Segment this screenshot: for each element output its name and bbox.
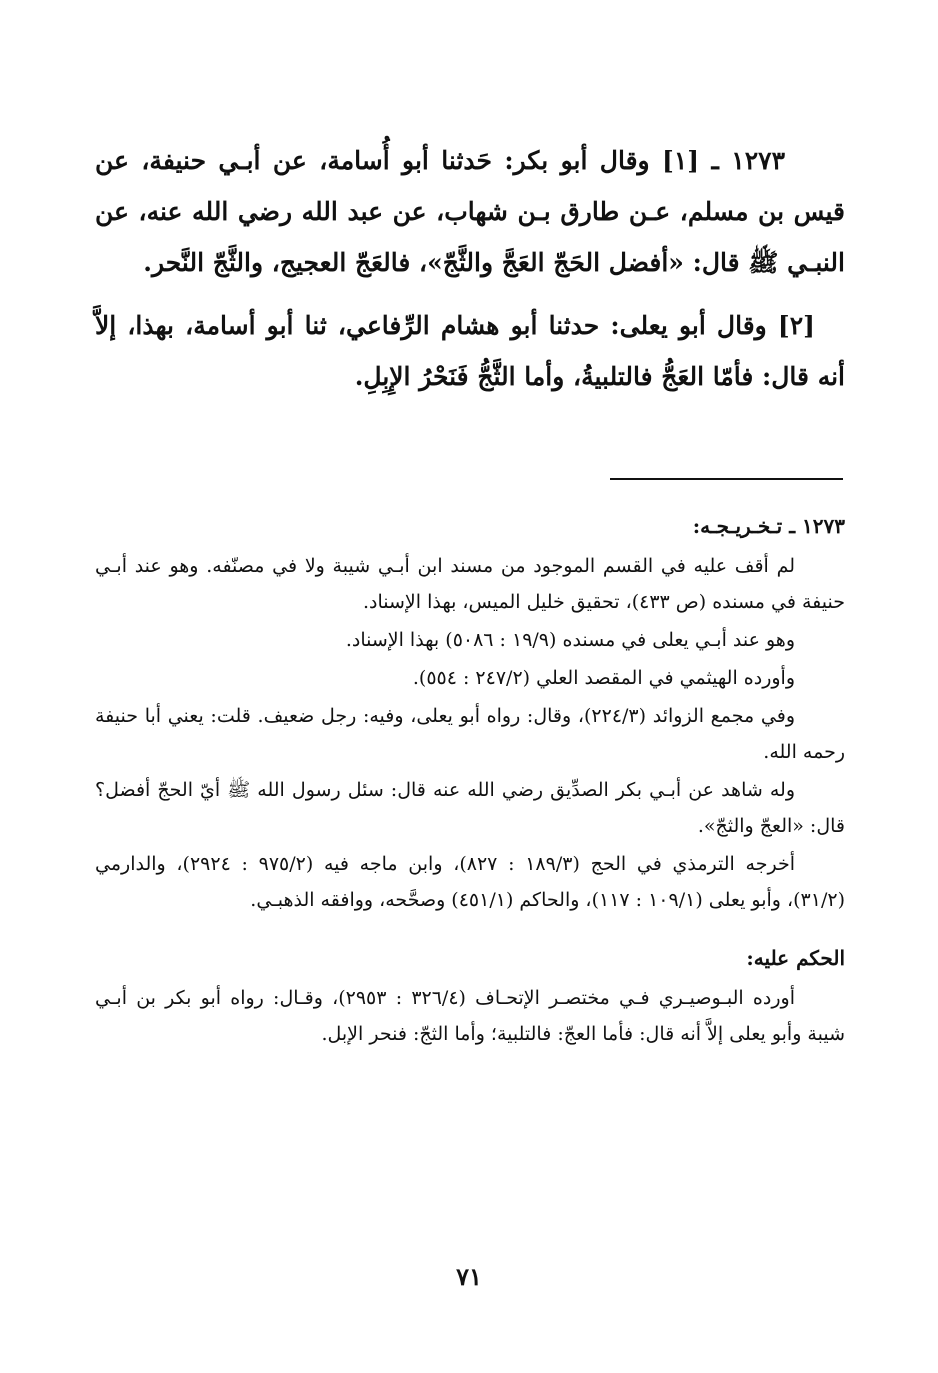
main-text xyxy=(95,135,845,414)
hadith-paragraph-1: ١٢٧٣ ـ [١] وقال أبو بكر: حَدثنا أبو أُسامة، عن أبـي حنيفة، عن قيس بن مسلم، عـن طارق بـن شهاب، عن عبد الله رضي الله عنه، عن النبـي ﷺ قال: «أفضل الحَجّ العَجَّ والثَّجّ»، فالعَجّ العجيج، والثَّجّ النَّحر. xyxy=(95,146,845,277)
takhrij-heading: ١٢٧٣ ـ تـخـريـجـه: xyxy=(692,514,845,538)
footnotes xyxy=(95,508,845,1054)
footnote-paragraph: وأورده الهيثمي في المقصد العلي (٢٤٧/٢ : ٥٥٤). xyxy=(412,667,795,689)
footnote-paragraph: أخرجه الترمذي في الحج (١٨٩/٣ : ٨٢٧)، وابن ماجه فيه (٩٧٥/٢ : ٢٩٢٤)، والدارمي (٣١/٢)، وأبو يعلى (١٠٩/١ : ١١٧)، والحاكم (٤٥١/١) وصحَّحه، ووافقه الذهبـي. xyxy=(95,853,845,911)
page-number: ٧١ xyxy=(456,1262,482,1291)
footnote-paragraph: وهو عند أبـي يعلى في مسنده (١٩/٩ : ٥٠٨٦) بهذا الإسناد. xyxy=(345,629,795,651)
ruling-heading: الحكم عليه: xyxy=(746,946,845,970)
footnote-paragraph: وفي مجمع الزوائد (٢٢٤/٣)، وقال: رواه أبو يعلى، وفيه: رجل ضعيف. قلت: يعني أبا حنيفة رحمه الله. xyxy=(95,705,845,763)
footnote-paragraph: وله شاهد عن أبـي بكر الصدِّيق رضي الله عنه قال: سئل رسول الله ﷺ أيّ الحجّ أفضل؟ قال: «العجّ والثجّ». xyxy=(95,779,845,837)
footnote-paragraph: لم أقف عليه في القسم الموجود من مسند ابن أبـي شيبة ولا في مصنّفه. وهو عند أبـي حنيفة في مسنده (ص ٤٣٣)، تحقيق خليل الميس، بهذا الإسناد. xyxy=(95,555,845,613)
hadith-paragraph-2: [٢] وقال أبو يعلى: حدثنا أبو هشام الرِّفاعي، ثنا أبو أسامة، بهذا، إلاَّ أنه قال: فأمّا العَجُّ فالتلبيةُ، وأما الثَّجُّ فَنَحْرُ الإِبِلِ. xyxy=(95,311,845,391)
footnote-paragraph: أورده البـوصيـري فـي مختصـر الإتحـاف (٣٢٦/٤ : ٢٩٥٣)، وقـال: رواه أبو بكر بن أبـي شيبة وأبو يعلى إلاَّ أنه قال: فأما العجّ: فالتلبية؛ وأما الثجّ: فنحر الإبل. xyxy=(95,987,845,1045)
footnote-separator xyxy=(610,478,843,480)
